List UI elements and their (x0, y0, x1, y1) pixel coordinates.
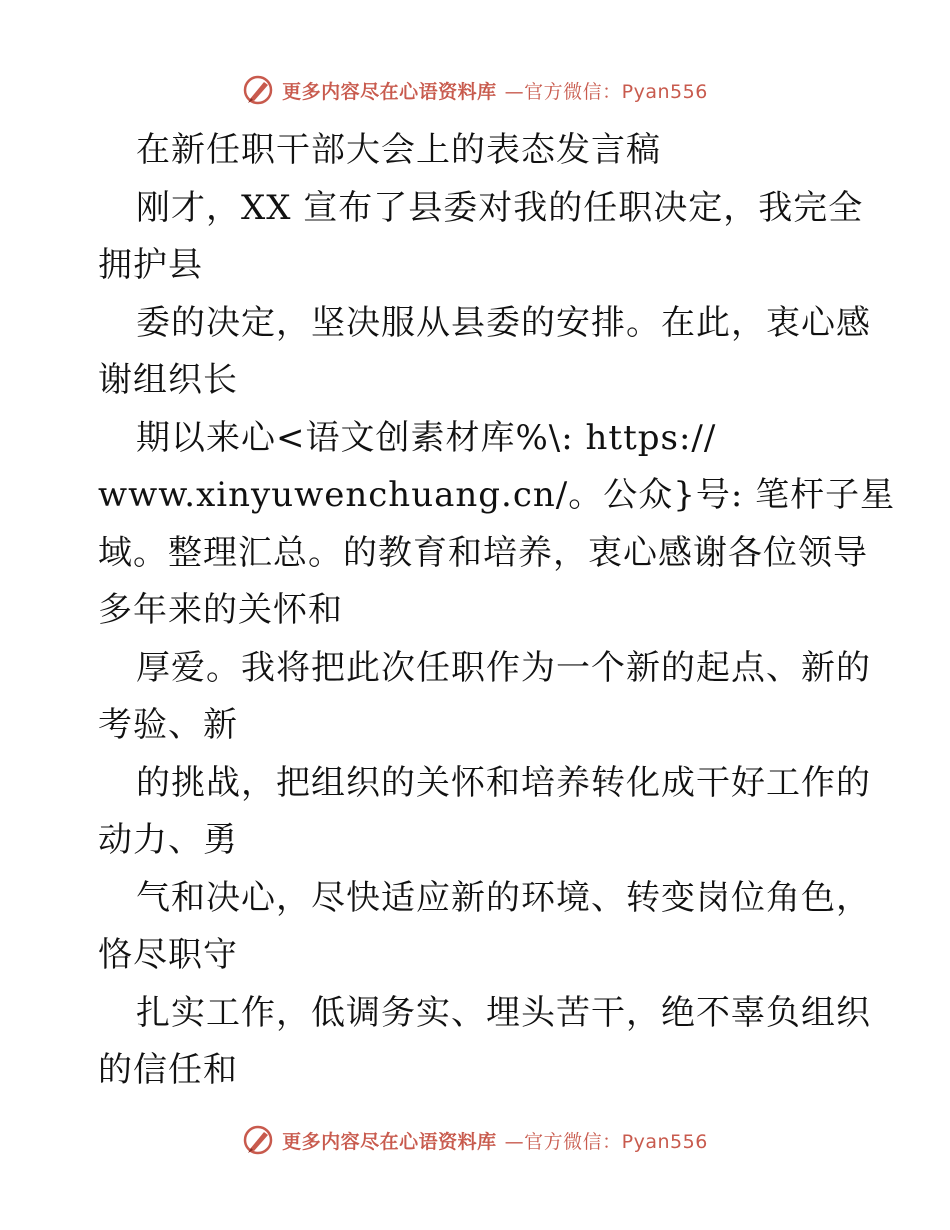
footer-banner-right-text: —官方微信：Pyan556 (504, 1130, 708, 1153)
document-title: 在新任职干部大会上的表态发言稿 (136, 130, 661, 170)
document-line-16: 的信任和 (98, 1050, 238, 1090)
document-line-9: 厚爱。我将把此次任职作为一个新的起点、新的 (136, 647, 871, 688)
document-line-3: 委的决定，坚决服从县委的安排。在此，衷心感 (136, 302, 871, 343)
document-body (98, 122, 896, 1100)
document-line-4: 谢组织长 (98, 360, 238, 400)
document-line-13: 气和决心，尽快适应新的环境、转变岗位角色， (136, 877, 871, 918)
footer-banner-left-text: 更多内容尽在心语资料库 (282, 1130, 497, 1153)
header-banner-left-text: 更多内容尽在心语资料库 (282, 80, 497, 103)
document-line-6: www.xinyuwenchuang.cn/。公众}号: 笔杆子星 (98, 475, 896, 515)
pen-logo-icon (242, 74, 274, 106)
document-line-2: 拥护县 (98, 245, 203, 285)
document-line-1: 刚才，XX 宣布了县委对我的任职决定，我完全 (136, 187, 864, 228)
pen-logo-icon (242, 1124, 274, 1156)
footer-banner (0, 1120, 950, 1160)
document-line-7: 域。整理汇总。的教育和培养，衷心感谢各位领导 (98, 532, 868, 573)
header-banner-right-text: —官方微信：Pyan556 (504, 80, 708, 103)
document-line-14: 恪尽职守 (98, 935, 238, 975)
header-banner (0, 70, 950, 110)
document-line-11: 的挑战，把组织的关怀和培养转化成干好工作的 (136, 762, 871, 803)
document-line-8: 多年来的关怀和 (98, 590, 343, 630)
document-line-12: 动力、勇 (98, 820, 238, 860)
document-line-5: 期以来心<语文创素材库%\: https:// (136, 417, 717, 458)
document-line-10: 考验、新 (98, 705, 238, 745)
document-line-15: 扎实工作，低调务实、埋头苦干，绝不辜负组织 (136, 992, 871, 1033)
